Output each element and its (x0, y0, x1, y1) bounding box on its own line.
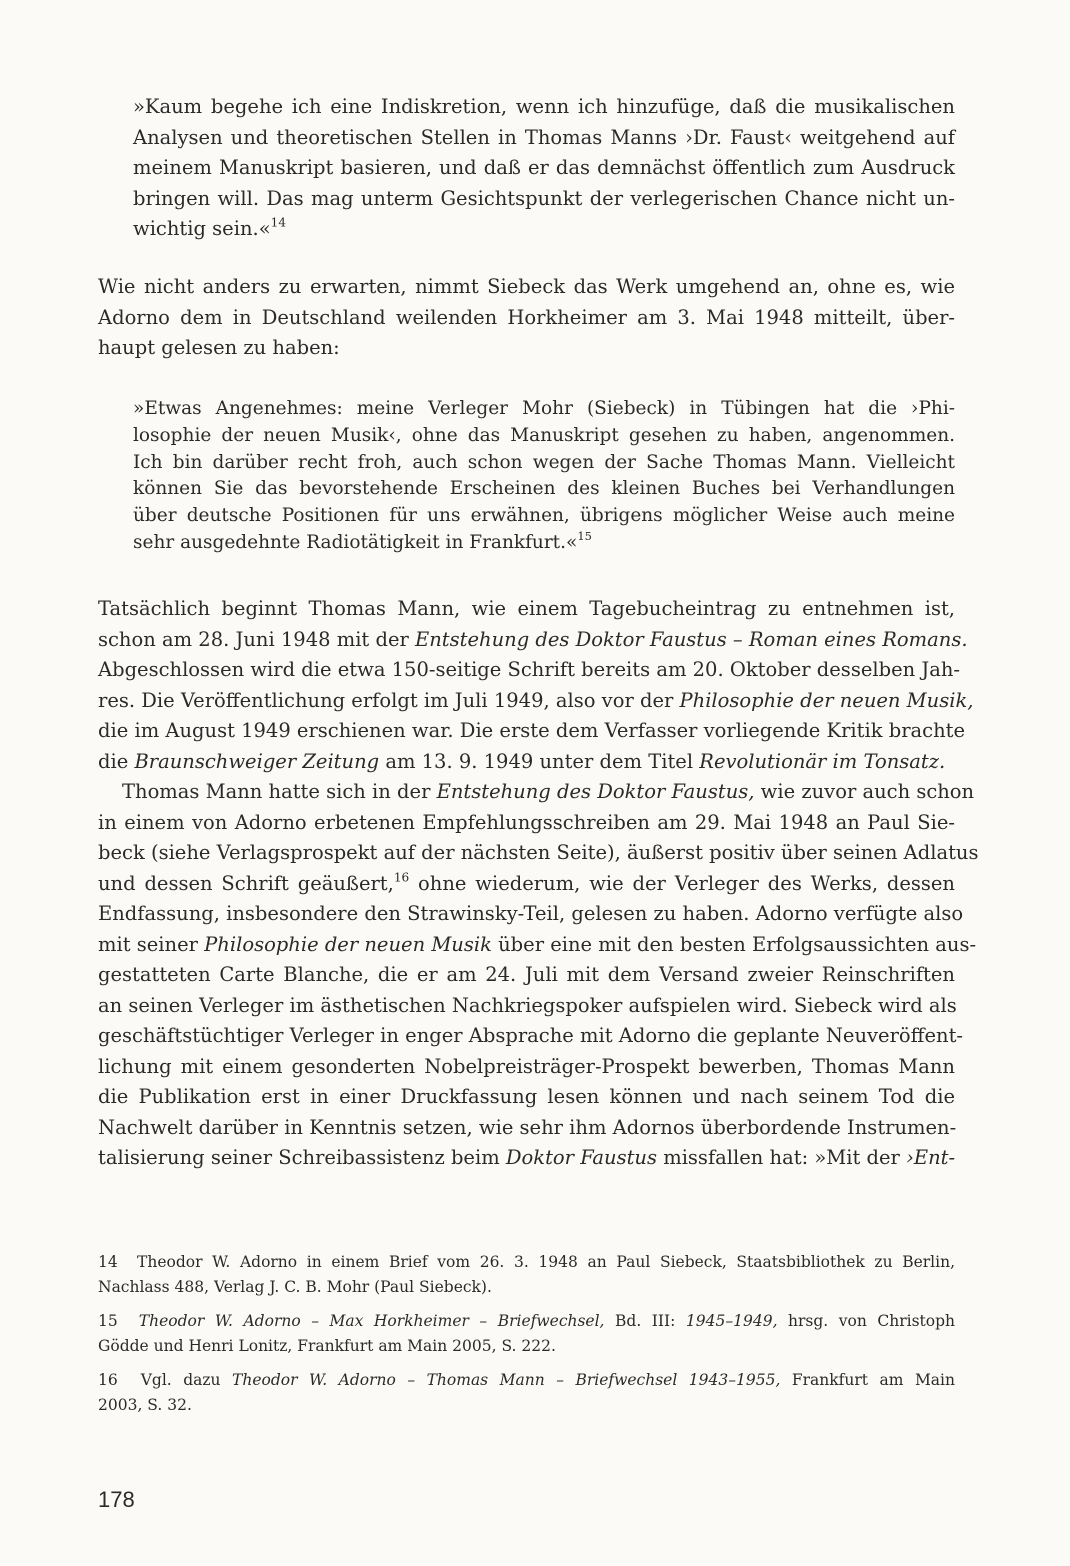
block-quote-2 (133, 396, 955, 557)
footnote-line: Nachlass 488, Verlag J. C. B. Mohr (Paul Siebeck). (98, 1277, 492, 1296)
text-run: über eine mit den besten Erfolgsaussichten aus- (491, 932, 977, 956)
quote-line: über deutsche Positionen für uns erwähnen, übrigens möglicher Weise auch meine (133, 505, 955, 527)
text-run: Thomas Mann hatte sich in der (122, 780, 437, 803)
text-run: die (98, 749, 135, 773)
text-line: Tatsächlich beginnt Thomas Mann, wie einem Tagebucheintrag zu entnehmen ist, (98, 597, 955, 620)
footnote-ref-14[interactable]: 14 (270, 215, 287, 230)
italic-title: 1945–1949, (685, 1312, 778, 1330)
text-run: Bd. III: (604, 1312, 686, 1330)
quote-line: losophie der neuen Musik‹, ohne das Manuskript gesehen zu haben, angenommen. (133, 424, 955, 446)
footnote-15 (98, 1309, 955, 1358)
italic-title: Entstehung des Doktor Faustus – Roman eines Romans. (415, 627, 968, 651)
page-number: 178 (98, 1487, 135, 1512)
text-line: Adorno dem in Deutschland weilenden Horkheimer am 3. Mai 1948 mitteilt, über- (98, 305, 955, 329)
quote-line: »Kaum begehe ich eine Indiskretion, wenn ich hinzufüge, daß die musikalischen (133, 95, 955, 118)
text-line: die Publikation erst in einer Druckfassung lesen können und nach seinem Tod die (98, 1085, 955, 1108)
text-line: in einem von Adorno erbetenen Empfehlungsschreiben am 29. Mai 1948 an Paul Sie- (98, 810, 955, 834)
text-line (98, 869, 955, 900)
text-line: die im August 1949 erschienen war. Die erste dem Verfasser vorliegende Kritik brachte (98, 719, 966, 742)
text-run: und dessen Schrift geäußert, (98, 871, 394, 895)
quote-line: »Etwas Angenehmes: meine Verleger Mohr (Siebeck) in Tübingen hat die ›Phi- (133, 398, 955, 419)
quote-line: können Sie das bevorstehende Erscheinen des kleinen Buches bei Verhandlungen (133, 478, 955, 500)
text-line: haupt gelesen zu haben: (98, 336, 340, 359)
text-run: Vgl. dazu (140, 1371, 233, 1389)
text-run: mit seiner (98, 932, 205, 956)
italic-title: Doktor Faustus (505, 1146, 657, 1169)
footnote-line (98, 1368, 955, 1393)
text-line: an seinen Verleger im ästhetischen Nachkriegspoker aufspielen wird. Siebeck wird als (98, 993, 957, 1017)
quote-line: Analysen und theoretischen Stellen in Thomas Manns ›Dr. Faust‹ weitgehend auf (133, 125, 955, 149)
italic-title: Philosophie der neuen Musik (204, 932, 492, 956)
text-run: am 13. 9. 1949 unter dem Titel (379, 749, 700, 773)
quote-line: Ich bin darüber recht froh, auch schon wegen der Sache Thomas Mann. Vielleicht (133, 451, 955, 473)
text-run: talisierung seiner Schreibassistenz beim (98, 1146, 506, 1169)
text-run: wie zuvor auch schon (754, 780, 975, 803)
text-line (98, 625, 968, 656)
italic-title: Revolutionär im Tonsatz. (699, 749, 946, 773)
quote-line (133, 530, 955, 557)
footnote-16 (98, 1368, 955, 1417)
text-line: Nachwelt darüber in Kenntnis setzen, wie sehr ihm Adornos überbordende Instrumen- (98, 1115, 957, 1139)
text-line (98, 686, 974, 717)
footnote-line (98, 1309, 955, 1334)
paragraph-3 (98, 777, 979, 1174)
footnote-line: 2003, S. 32. (98, 1395, 192, 1414)
text-line: lichung mit einem gesonderten Nobelpreisträger-Prospekt bewerben, Thomas Mann (98, 1054, 955, 1078)
footnote-number: 14 (98, 1253, 118, 1271)
quote-line: meinem Manuskript basieren, und daß er das demnächst öffentlich zum Ausdruck (133, 156, 955, 179)
text-run: missfallen hat: »Mit der (657, 1146, 907, 1169)
footnote-line (98, 1250, 955, 1275)
text-run: schon am 28. Juni 1948 mit der (98, 627, 416, 651)
italic-title: Philosophie der neuen Musik, (679, 688, 974, 712)
italic-title: Theodor W. Adorno – Max Horkheimer – Briefwechsel, (138, 1312, 605, 1330)
text-line: gestatteten Carte Blanche, die er am 24. Juli mit dem Versand zweier Reinschriften (98, 963, 955, 986)
text-line (98, 777, 975, 808)
footnote-line: Gödde und Henri Lonitz, Frankfurt am Main 2005, S. 222. (98, 1336, 556, 1355)
footnote-ref-16[interactable]: 16 (393, 870, 410, 885)
block-quote-1 (133, 92, 955, 245)
text-run: Frankfurt am Main (780, 1371, 955, 1389)
quote-line-text: sehr ausgedehnte Radiotätigkeit in Frankfurt.« (133, 531, 578, 553)
text-line (98, 747, 955, 778)
text-line: Endfassung, insbesondere den Strawinsky-Teil, gelesen zu haben. Adorno verfügte also (98, 902, 964, 925)
text-line: beck (siehe Verlagsprospekt auf der nächsten Seite), äußerst positiv über seinen Adlatus (98, 841, 979, 864)
footnote-number: 16 (98, 1371, 118, 1389)
text-run: ohne wiederum, wie der Verleger des Werks, dessen (409, 871, 955, 895)
italic-title: Braunschweiger Zeitung (134, 749, 380, 773)
footnote-14 (98, 1250, 955, 1299)
quote-line: bringen will. Das mag unterm Gesichtspunkt der verlegerischen Chance nicht un- (133, 186, 955, 210)
italic-title: ›Ent- (906, 1146, 956, 1169)
text-run: Theodor W. Adorno in einem Brief vom 26. 3. 1948 an Paul Siebeck, Staatsbibliothek zu Berlin, (137, 1253, 955, 1271)
italic-title: Theodor W. Adorno – Thomas Mann – Briefwechsel 1943–1955, (232, 1371, 781, 1389)
footnote-ref-15[interactable]: 15 (577, 528, 592, 543)
text-line: geschäftstüchtiger Verleger in enger Absprache mit Adorno die geplante Neuveröffent- (98, 1024, 964, 1047)
quote-line (133, 214, 955, 245)
text-run: hrsg. von Christoph (777, 1312, 955, 1330)
paragraph-2 (98, 594, 974, 777)
paragraph-1 (98, 272, 955, 364)
text-run: res. Die Veröffentlichung erfolgt im Juli 1949, also vor der (98, 688, 680, 712)
italic-title: Entstehung des Doktor Faustus, (436, 780, 755, 803)
text-line (98, 930, 977, 961)
footnote-number: 15 (98, 1312, 118, 1330)
text-line: Wie nicht anders zu erwarten, nimmt Siebeck das Werk umgehend an, ohne es, wie (98, 275, 955, 298)
text-line: Abgeschlossen wird die etwa 150-seitige Schrift bereits am 20. Oktober desselben Jah- (98, 658, 960, 681)
quote-line-text: wichtig sein.« (133, 217, 271, 240)
text-line (98, 1143, 955, 1174)
